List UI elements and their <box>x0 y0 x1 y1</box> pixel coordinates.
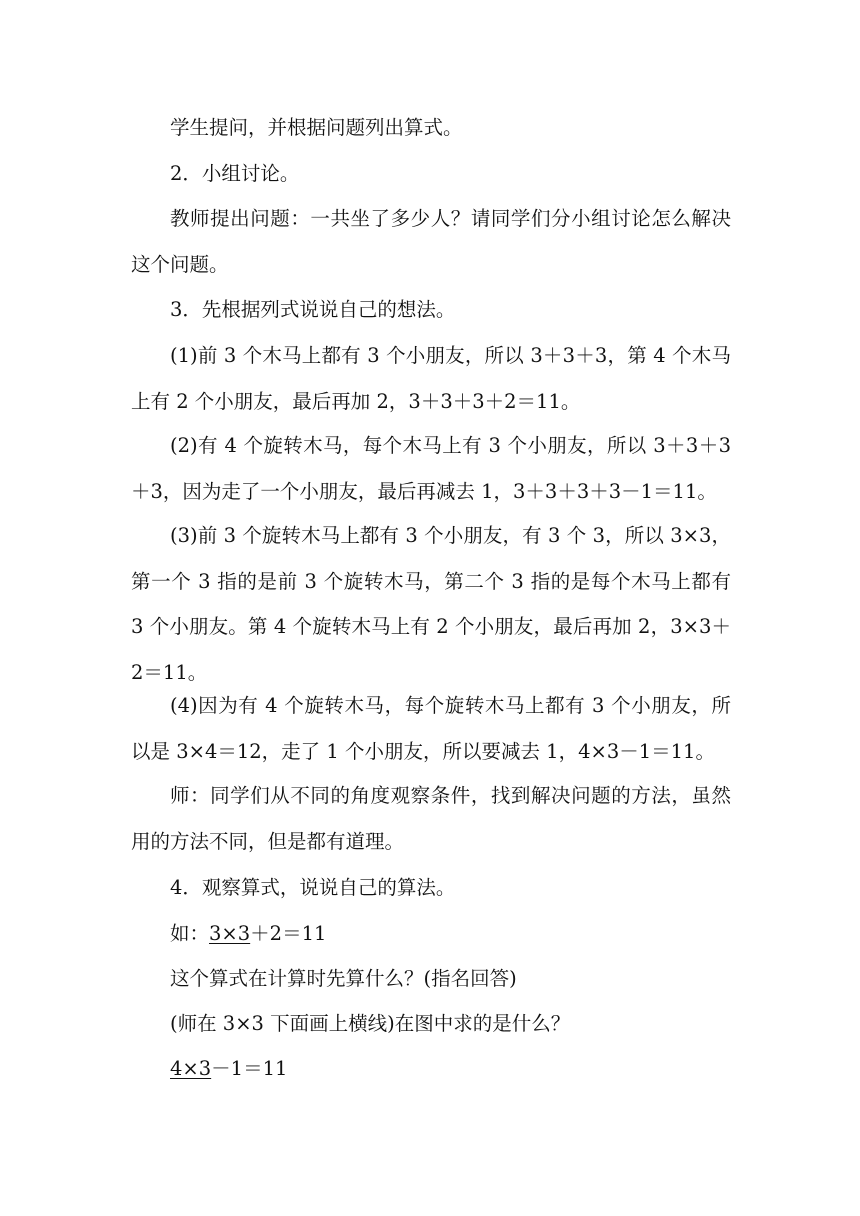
example-equation-1 <box>170 911 326 957</box>
paragraph-method-1: (1)前 3 个木马上都有 3 个小朋友，所以 3＋3＋3，第 4 个木马上有 2 个小朋友，最后再加 2，3＋3＋3＋2＝11。 <box>131 344 731 413</box>
step-4-heading: 4．观察算式，说说自己的算法。 <box>170 876 456 899</box>
question-meaning: (师在 3×3 下面画上横线)在图中求的是什么？ <box>170 1012 571 1035</box>
underlined-expression: 3×3 <box>209 922 251 945</box>
example-rest: －1＝11 <box>211 1057 288 1080</box>
paragraph-teacher-summary: 师：同学们从不同的角度观察条件，找到解决问题的方法，虽然用的方法不同，但是都有道理。 <box>131 784 731 853</box>
example-equation-2 <box>170 1046 287 1092</box>
step-3-heading: 3．先根据列式说说自己的想法。 <box>170 298 456 321</box>
paragraph-method-2: (2)有 4 个旋转木马，每个木马上有 3 个小朋友，所以 3＋3＋3＋3，因为走了一个小朋友，最后再减去 1，3＋3＋3＋3－1＝11。 <box>131 434 731 503</box>
underlined-expression: 4×3 <box>170 1057 212 1080</box>
question-first-step: 这个算式在计算时先算什么？(指名回答) <box>170 967 517 990</box>
step-2-heading: 2．小组讨论。 <box>170 162 300 185</box>
example-rest: ＋2＝11 <box>250 922 327 945</box>
paragraph-method-3: (3)前 3 个旋转木马上都有 3 个小朋友，有 3 个 3，所以 3×3，第一个 3 指的是前 3 个旋转木马，第二个 3 指的是每个木马上都有 3 个小朋友。第 4 个旋转木马上有 2 个小朋友，最后再加 2，3×3＋2＝11。 <box>131 524 731 684</box>
paragraph-teacher-question: 教师提出问题：一共坐了多少人？请同学们分小组讨论怎么解决这个问题。 <box>131 207 731 276</box>
paragraph-method-4: (4)因为有 4 个旋转木马，每个旋转木马上都有 3 个小朋友，所以是 3×4＝12，走了 1 个小朋友，所以要减去 1，4×3－1＝11。 <box>131 694 731 763</box>
paragraph-student-questions: 学生提问，并根据问题列出算式。 <box>170 116 463 139</box>
example-prefix: 如： <box>170 922 210 945</box>
